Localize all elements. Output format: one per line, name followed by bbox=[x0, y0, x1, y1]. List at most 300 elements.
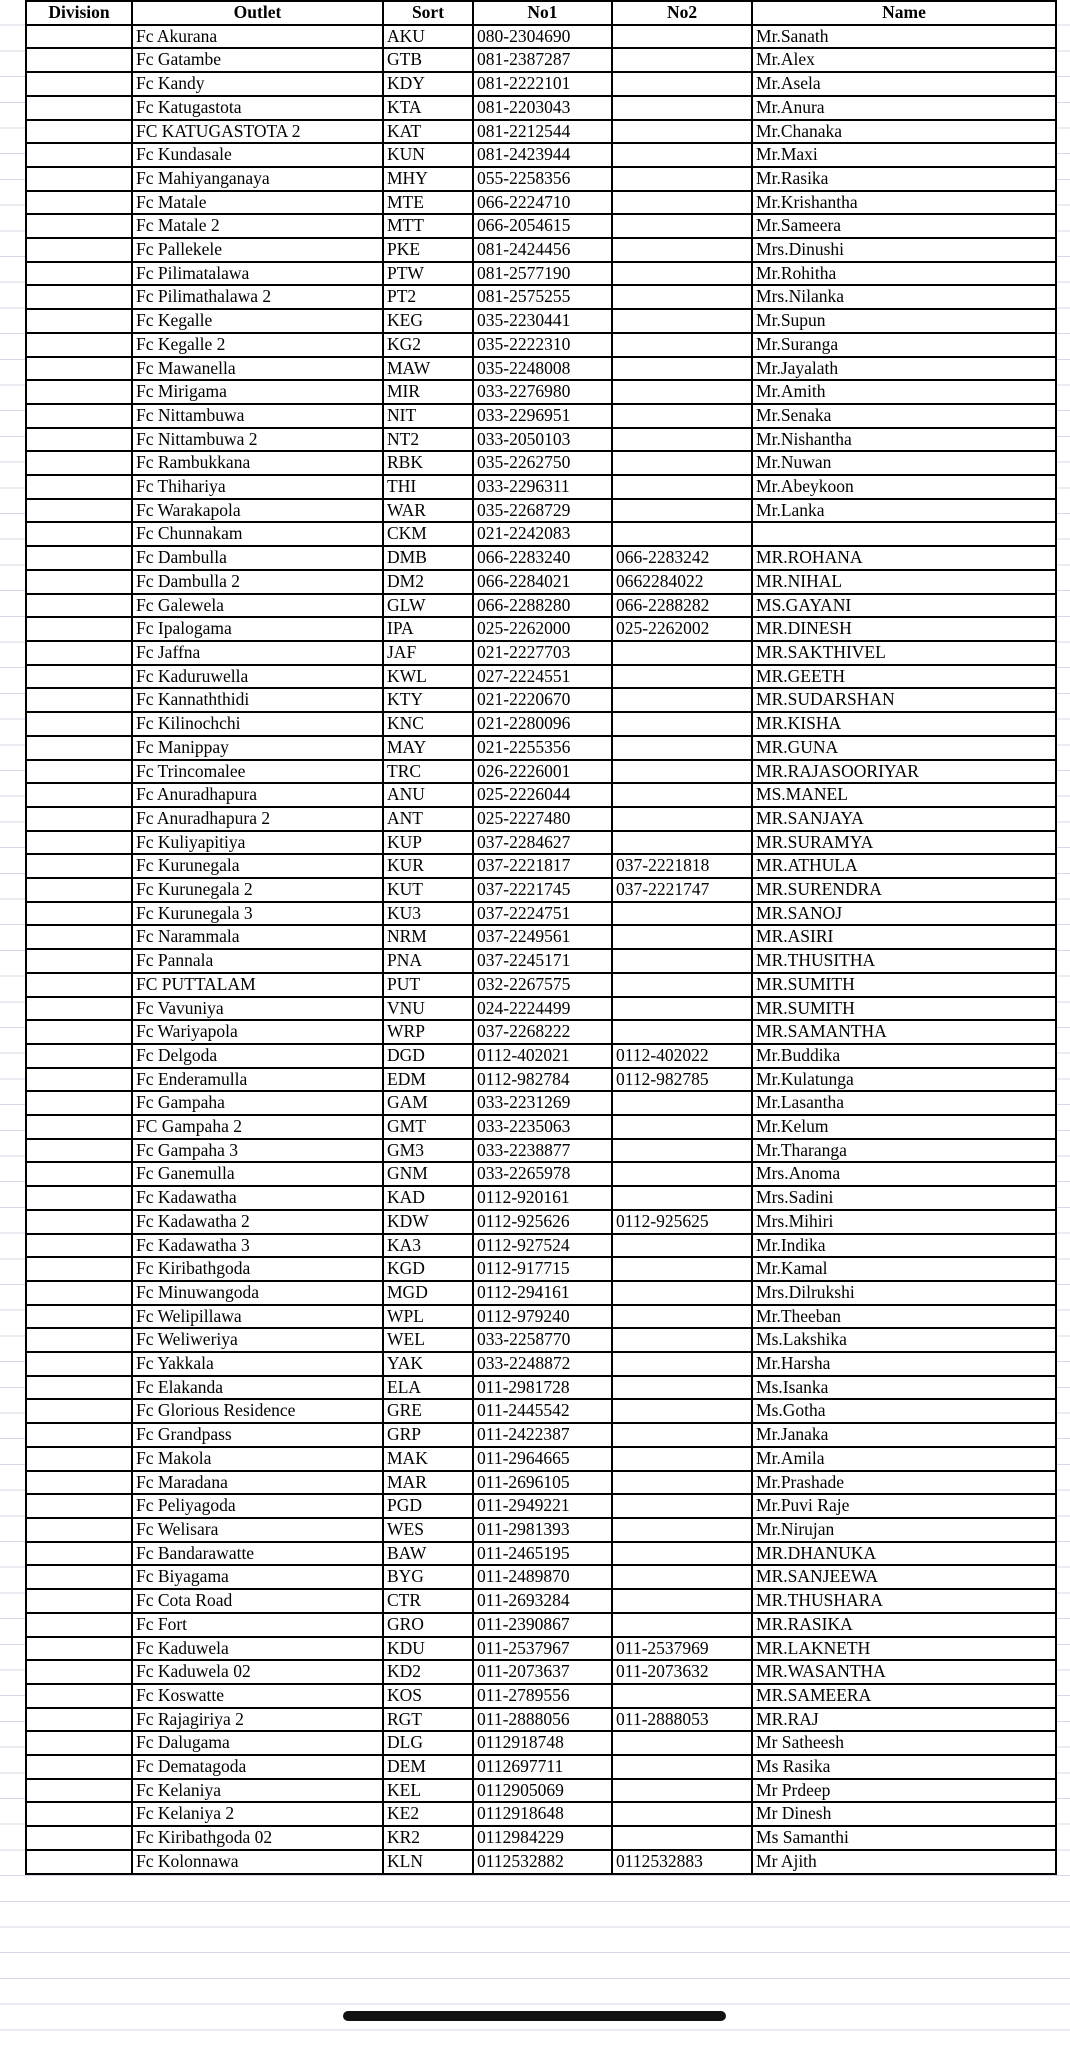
cell-outlet: Fc Makola bbox=[132, 1447, 383, 1471]
cell-division bbox=[26, 262, 132, 286]
cell-sort: KUP bbox=[383, 831, 473, 855]
cell-name: MR.ASIRI bbox=[752, 925, 1056, 949]
cell-division bbox=[26, 1637, 132, 1661]
cell-sort: PUT bbox=[383, 973, 473, 997]
cell-no1: 066-2283240 bbox=[473, 546, 612, 570]
cell-sort: KGD bbox=[383, 1257, 473, 1281]
cell-division bbox=[26, 1162, 132, 1186]
table-row bbox=[26, 1020, 1056, 1044]
table-row bbox=[26, 1471, 1056, 1495]
table-row bbox=[26, 546, 1056, 570]
cell-no2 bbox=[612, 1684, 752, 1708]
cell-no1: 011-2537967 bbox=[473, 1637, 612, 1661]
table-row bbox=[26, 451, 1056, 475]
cell-name: Mr.Abeykoon bbox=[752, 475, 1056, 499]
cell-no2: 066-2288282 bbox=[612, 594, 752, 618]
cell-division bbox=[26, 1305, 132, 1329]
cell-no2 bbox=[612, 120, 752, 144]
cell-outlet: Fc Weliweriya bbox=[132, 1328, 383, 1352]
cell-sort: KG2 bbox=[383, 333, 473, 357]
cell-sort: WAR bbox=[383, 499, 473, 523]
cell-outlet: FC Gampaha 2 bbox=[132, 1115, 383, 1139]
cell-sort: WES bbox=[383, 1518, 473, 1542]
col-header-outlet: Outlet bbox=[132, 1, 383, 25]
cell-division bbox=[26, 1779, 132, 1803]
col-header-no2: No2 bbox=[612, 1, 752, 25]
cell-sort: KDU bbox=[383, 1637, 473, 1661]
table-row bbox=[26, 25, 1056, 49]
cell-outlet: FC PUTTALAM bbox=[132, 973, 383, 997]
cell-no1: 037-2284627 bbox=[473, 831, 612, 855]
cell-name: Mr.Prashade bbox=[752, 1471, 1056, 1495]
cell-no2: 011-2888053 bbox=[612, 1708, 752, 1732]
cell-division bbox=[26, 1850, 132, 1874]
cell-division bbox=[26, 1399, 132, 1423]
cell-no2 bbox=[612, 1257, 752, 1281]
cell-name: Mr.Alex bbox=[752, 48, 1056, 72]
table-row bbox=[26, 1186, 1056, 1210]
cell-name: Mrs.Dilrukshi bbox=[752, 1281, 1056, 1305]
cell-name: Ms Samanthi bbox=[752, 1826, 1056, 1850]
cell-name: Mr.Chanaka bbox=[752, 120, 1056, 144]
cell-no2 bbox=[612, 96, 752, 120]
cell-name: Mr.Kamal bbox=[752, 1257, 1056, 1281]
cell-name: Mr.Nirujan bbox=[752, 1518, 1056, 1542]
cell-no2 bbox=[612, 641, 752, 665]
cell-sort: DEM bbox=[383, 1755, 473, 1779]
table-row bbox=[26, 594, 1056, 618]
cell-sort: KR2 bbox=[383, 1826, 473, 1850]
cell-no2 bbox=[612, 1542, 752, 1566]
cell-sort: KAD bbox=[383, 1186, 473, 1210]
cell-sort: KUN bbox=[383, 143, 473, 167]
cell-no2 bbox=[612, 309, 752, 333]
cell-name: Mrs.Sadini bbox=[752, 1186, 1056, 1210]
cell-no2 bbox=[612, 973, 752, 997]
cell-sort: MTT bbox=[383, 214, 473, 238]
cell-sort: EDM bbox=[383, 1068, 473, 1092]
cell-name: MR.SUMITH bbox=[752, 997, 1056, 1021]
table-row bbox=[26, 949, 1056, 973]
cell-no2 bbox=[612, 1399, 752, 1423]
cell-no1: 0112-927524 bbox=[473, 1234, 612, 1258]
cell-name: Mr.Janaka bbox=[752, 1423, 1056, 1447]
table-row bbox=[26, 475, 1056, 499]
cell-sort: KDW bbox=[383, 1210, 473, 1234]
cell-no1: 0112-979240 bbox=[473, 1305, 612, 1329]
cell-outlet: Fc Vavuniya bbox=[132, 997, 383, 1021]
cell-division bbox=[26, 546, 132, 570]
cell-sort: MAW bbox=[383, 357, 473, 381]
cell-outlet: Fc Delgoda bbox=[132, 1044, 383, 1068]
cell-division bbox=[26, 1660, 132, 1684]
cell-outlet: Fc Rambukkana bbox=[132, 451, 383, 475]
cell-no2 bbox=[612, 1471, 752, 1495]
cell-sort: PGD bbox=[383, 1494, 473, 1518]
cell-sort: DGD bbox=[383, 1044, 473, 1068]
table-row bbox=[26, 1779, 1056, 1803]
cell-no1: 033-2238877 bbox=[473, 1139, 612, 1163]
cell-name: MR.DINESH bbox=[752, 617, 1056, 641]
cell-outlet: Fc Kiribathgoda bbox=[132, 1257, 383, 1281]
cell-division bbox=[26, 665, 132, 689]
cell-sort: PNA bbox=[383, 949, 473, 973]
cell-name: Mrs.Anoma bbox=[752, 1162, 1056, 1186]
cell-name: Mr.Nuwan bbox=[752, 451, 1056, 475]
cell-no1: 037-2249561 bbox=[473, 925, 612, 949]
cell-name: Mr.Sameera bbox=[752, 214, 1056, 238]
outlet-table bbox=[25, 0, 1057, 1875]
cell-name: MS.GAYANI bbox=[752, 594, 1056, 618]
cell-sort: KU3 bbox=[383, 902, 473, 926]
cell-sort: GLW bbox=[383, 594, 473, 618]
table-row bbox=[26, 1850, 1056, 1874]
cell-no1: 033-2235063 bbox=[473, 1115, 612, 1139]
cell-no1: 0112-917715 bbox=[473, 1257, 612, 1281]
cell-division bbox=[26, 1068, 132, 1092]
cell-name: MR.SANJAYA bbox=[752, 807, 1056, 831]
cell-division bbox=[26, 1328, 132, 1352]
cell-division bbox=[26, 214, 132, 238]
cell-no2 bbox=[612, 262, 752, 286]
cell-no2 bbox=[612, 783, 752, 807]
cell-no2 bbox=[612, 1328, 752, 1352]
cell-division bbox=[26, 831, 132, 855]
table-row bbox=[26, 191, 1056, 215]
cell-sort: DMB bbox=[383, 546, 473, 570]
cell-outlet: Fc Narammala bbox=[132, 925, 383, 949]
cell-no1: 011-2073637 bbox=[473, 1660, 612, 1684]
cell-no1: 033-2248872 bbox=[473, 1352, 612, 1376]
cell-no2: 037-2221818 bbox=[612, 854, 752, 878]
cell-name: Mr.Sanath bbox=[752, 25, 1056, 49]
cell-division bbox=[26, 1447, 132, 1471]
cell-no2 bbox=[612, 451, 752, 475]
cell-no2 bbox=[612, 1423, 752, 1447]
table-row bbox=[26, 973, 1056, 997]
cell-sort: MAR bbox=[383, 1471, 473, 1495]
cell-sort: ANT bbox=[383, 807, 473, 831]
cell-name: Mr.Nishantha bbox=[752, 428, 1056, 452]
cell-no2 bbox=[612, 1352, 752, 1376]
cell-name: MR.ROHANA bbox=[752, 546, 1056, 570]
cell-division bbox=[26, 333, 132, 357]
cell-name: MR.SAMANTHA bbox=[752, 1020, 1056, 1044]
cell-no2 bbox=[612, 404, 752, 428]
table-row bbox=[26, 1684, 1056, 1708]
cell-no2 bbox=[612, 25, 752, 49]
table-row bbox=[26, 807, 1056, 831]
cell-outlet: Fc Jaffna bbox=[132, 641, 383, 665]
cell-no1: 011-2465195 bbox=[473, 1542, 612, 1566]
cell-division bbox=[26, 380, 132, 404]
cell-outlet: Fc Kilinochchi bbox=[132, 712, 383, 736]
table-row bbox=[26, 238, 1056, 262]
table-row bbox=[26, 143, 1056, 167]
cell-name: Mr.Indika bbox=[752, 1234, 1056, 1258]
cell-no1: 011-2964665 bbox=[473, 1447, 612, 1471]
table-row bbox=[26, 48, 1056, 72]
cell-no1: 011-2981728 bbox=[473, 1376, 612, 1400]
cell-outlet: Fc Grandpass bbox=[132, 1423, 383, 1447]
cell-sort: RBK bbox=[383, 451, 473, 475]
table-row bbox=[26, 1305, 1056, 1329]
cell-sort: KLN bbox=[383, 1850, 473, 1874]
cell-no1: 037-2221817 bbox=[473, 854, 612, 878]
cell-sort: KAT bbox=[383, 120, 473, 144]
table-row bbox=[26, 878, 1056, 902]
cell-sort: IPA bbox=[383, 617, 473, 641]
cell-division bbox=[26, 72, 132, 96]
table-row bbox=[26, 333, 1056, 357]
cell-no1: 032-2267575 bbox=[473, 973, 612, 997]
cell-no1: 033-2265978 bbox=[473, 1162, 612, 1186]
cell-no2: 0662284022 bbox=[612, 570, 752, 594]
cell-division bbox=[26, 1234, 132, 1258]
table-row bbox=[26, 854, 1056, 878]
cell-outlet: Fc Elakanda bbox=[132, 1376, 383, 1400]
cell-no2 bbox=[612, 522, 752, 546]
cell-division bbox=[26, 499, 132, 523]
cell-name: MR.NIHAL bbox=[752, 570, 1056, 594]
table-row bbox=[26, 688, 1056, 712]
table-row bbox=[26, 1802, 1056, 1826]
cell-outlet: Fc Welisara bbox=[132, 1518, 383, 1542]
cell-division bbox=[26, 925, 132, 949]
cell-division bbox=[26, 1494, 132, 1518]
cell-no2 bbox=[612, 760, 752, 784]
cell-no1: 024-2224499 bbox=[473, 997, 612, 1021]
cell-no1: 021-2280096 bbox=[473, 712, 612, 736]
cell-no1: 0112918648 bbox=[473, 1802, 612, 1826]
table-row bbox=[26, 641, 1056, 665]
cell-division bbox=[26, 475, 132, 499]
cell-no2 bbox=[612, 1565, 752, 1589]
cell-no1: 025-2262000 bbox=[473, 617, 612, 641]
cell-no2 bbox=[612, 238, 752, 262]
cell-outlet: Fc Pilimatalawa bbox=[132, 262, 383, 286]
cell-no2 bbox=[612, 736, 752, 760]
table-row bbox=[26, 1518, 1056, 1542]
cell-no2: 0112-982785 bbox=[612, 1068, 752, 1092]
cell-no2 bbox=[612, 1376, 752, 1400]
cell-division bbox=[26, 997, 132, 1021]
table-row bbox=[26, 783, 1056, 807]
cell-no2 bbox=[612, 1305, 752, 1329]
cell-name: Mr.Amila bbox=[752, 1447, 1056, 1471]
cell-outlet: Fc Rajagiriya 2 bbox=[132, 1708, 383, 1732]
table-row bbox=[26, 736, 1056, 760]
cell-division bbox=[26, 1684, 132, 1708]
cell-outlet: Fc Kolonnawa bbox=[132, 1850, 383, 1874]
cell-division bbox=[26, 1257, 132, 1281]
cell-sort: MAK bbox=[383, 1447, 473, 1471]
cell-name: Mr.Supun bbox=[752, 309, 1056, 333]
cell-name: Mr.Lanka bbox=[752, 499, 1056, 523]
cell-sort: THI bbox=[383, 475, 473, 499]
cell-division bbox=[26, 1281, 132, 1305]
cell-sort: WPL bbox=[383, 1305, 473, 1329]
cell-outlet: Fc Anuradhapura bbox=[132, 783, 383, 807]
cell-outlet: Fc Nittambuwa bbox=[132, 404, 383, 428]
cell-no2 bbox=[612, 475, 752, 499]
cell-division bbox=[26, 96, 132, 120]
cell-no2: 0112-402022 bbox=[612, 1044, 752, 1068]
cell-outlet: Fc Kandy bbox=[132, 72, 383, 96]
cell-no2: 011-2537969 bbox=[612, 1637, 752, 1661]
cell-outlet: Fc Koswatte bbox=[132, 1684, 383, 1708]
cell-outlet: Fc Gampaha 3 bbox=[132, 1139, 383, 1163]
table-body bbox=[26, 25, 1056, 1874]
cell-sort: GNM bbox=[383, 1162, 473, 1186]
cell-division bbox=[26, 902, 132, 926]
cell-name: MR.SURAMYA bbox=[752, 831, 1056, 855]
table-row bbox=[26, 902, 1056, 926]
cell-no1: 081-2577190 bbox=[473, 262, 612, 286]
cell-division bbox=[26, 688, 132, 712]
cell-sort: YAK bbox=[383, 1352, 473, 1376]
cell-division bbox=[26, 807, 132, 831]
cell-outlet: Fc Mawanella bbox=[132, 357, 383, 381]
cell-no1: 066-2284021 bbox=[473, 570, 612, 594]
cell-no1: 035-2248008 bbox=[473, 357, 612, 381]
cell-no2 bbox=[612, 1020, 752, 1044]
cell-no1: 033-2296951 bbox=[473, 404, 612, 428]
cell-no2 bbox=[612, 48, 752, 72]
cell-name: Mr.Puvi Raje bbox=[752, 1494, 1056, 1518]
cell-outlet: Fc Anuradhapura 2 bbox=[132, 807, 383, 831]
cell-no1: 037-2268222 bbox=[473, 1020, 612, 1044]
cell-name: Mr.Suranga bbox=[752, 333, 1056, 357]
table-row bbox=[26, 262, 1056, 286]
table-row bbox=[26, 1234, 1056, 1258]
cell-no2 bbox=[612, 143, 752, 167]
cell-name: MR.LAKNETH bbox=[752, 1637, 1056, 1661]
cell-no1: 025-2226044 bbox=[473, 783, 612, 807]
cell-sort: JAF bbox=[383, 641, 473, 665]
cell-division bbox=[26, 783, 132, 807]
cell-name: Mr.Krishantha bbox=[752, 191, 1056, 215]
cell-name: MR.SAKTHIVEL bbox=[752, 641, 1056, 665]
cell-name: MR.SUMITH bbox=[752, 973, 1056, 997]
cell-outlet: Fc Kundasale bbox=[132, 143, 383, 167]
cell-outlet: Fc Matale bbox=[132, 191, 383, 215]
cell-name: Mr Prdeep bbox=[752, 1779, 1056, 1803]
cell-no2 bbox=[612, 1447, 752, 1471]
cell-no2: 066-2283242 bbox=[612, 546, 752, 570]
cell-sort: BYG bbox=[383, 1565, 473, 1589]
cell-name: Mr Satheesh bbox=[752, 1731, 1056, 1755]
cell-name: Mr.Theeban bbox=[752, 1305, 1056, 1329]
cell-name: Mrs.Nilanka bbox=[752, 285, 1056, 309]
cell-name: MR.ATHULA bbox=[752, 854, 1056, 878]
cell-sort: AKU bbox=[383, 25, 473, 49]
cell-sort: MIR bbox=[383, 380, 473, 404]
table-row bbox=[26, 1423, 1056, 1447]
cell-no1: 021-2220670 bbox=[473, 688, 612, 712]
cell-outlet: Fc Peliyagoda bbox=[132, 1494, 383, 1518]
cell-outlet: Fc Kadawatha 2 bbox=[132, 1210, 383, 1234]
cell-outlet: Fc Kadawatha 3 bbox=[132, 1234, 383, 1258]
table-row bbox=[26, 831, 1056, 855]
cell-sort: CTR bbox=[383, 1589, 473, 1613]
cell-outlet: Fc Minuwangoda bbox=[132, 1281, 383, 1305]
cell-name: Mr.Rohitha bbox=[752, 262, 1056, 286]
cell-name: Mr.Lasantha bbox=[752, 1091, 1056, 1115]
cell-no2 bbox=[612, 1613, 752, 1637]
table-row bbox=[26, 1328, 1056, 1352]
cell-outlet: Fc Kegalle 2 bbox=[132, 333, 383, 357]
cell-division bbox=[26, 167, 132, 191]
table-row bbox=[26, 570, 1056, 594]
cell-outlet: Fc Gampaha bbox=[132, 1091, 383, 1115]
cell-division bbox=[26, 1613, 132, 1637]
table-row bbox=[26, 1115, 1056, 1139]
cell-outlet: Fc Kaduruwella bbox=[132, 665, 383, 689]
cell-sort: KOS bbox=[383, 1684, 473, 1708]
cell-division bbox=[26, 1565, 132, 1589]
cell-division bbox=[26, 191, 132, 215]
table-row bbox=[26, 712, 1056, 736]
cell-no1: 033-2050103 bbox=[473, 428, 612, 452]
cell-no2 bbox=[612, 712, 752, 736]
table-row bbox=[26, 1091, 1056, 1115]
cell-division bbox=[26, 1210, 132, 1234]
cell-name: MR.RASIKA bbox=[752, 1613, 1056, 1637]
cell-sort: NT2 bbox=[383, 428, 473, 452]
cell-no1: 066-2224710 bbox=[473, 191, 612, 215]
cell-name: Mr.Rasika bbox=[752, 167, 1056, 191]
cell-outlet: Fc Galewela bbox=[132, 594, 383, 618]
cell-no2 bbox=[612, 807, 752, 831]
cell-name: Mr Dinesh bbox=[752, 1802, 1056, 1826]
cell-no2: 025-2262002 bbox=[612, 617, 752, 641]
cell-sort: MHY bbox=[383, 167, 473, 191]
cell-no1: 037-2221745 bbox=[473, 878, 612, 902]
table-row bbox=[26, 1708, 1056, 1732]
cell-no2 bbox=[612, 1518, 752, 1542]
home-indicator[interactable] bbox=[343, 2011, 726, 2021]
cell-division bbox=[26, 1589, 132, 1613]
cell-sort: VNU bbox=[383, 997, 473, 1021]
cell-name: Ms.Lakshika bbox=[752, 1328, 1056, 1352]
cell-sort: NRM bbox=[383, 925, 473, 949]
cell-name: Ms.Isanka bbox=[752, 1376, 1056, 1400]
cell-outlet: Fc Cota Road bbox=[132, 1589, 383, 1613]
cell-outlet: Fc Kadawatha bbox=[132, 1186, 383, 1210]
cell-sort: GAM bbox=[383, 1091, 473, 1115]
cell-sort: GM3 bbox=[383, 1139, 473, 1163]
table-row bbox=[26, 380, 1056, 404]
cell-no2: 037-2221747 bbox=[612, 878, 752, 902]
cell-sort: KE2 bbox=[383, 1802, 473, 1826]
cell-no2 bbox=[612, 1162, 752, 1186]
cell-name: Mr.Buddika bbox=[752, 1044, 1056, 1068]
cell-no2 bbox=[612, 1779, 752, 1803]
cell-name: Ms Rasika bbox=[752, 1755, 1056, 1779]
cell-outlet: Fc Warakapola bbox=[132, 499, 383, 523]
cell-no2: 0112-925625 bbox=[612, 1210, 752, 1234]
cell-no1: 011-2422387 bbox=[473, 1423, 612, 1447]
cell-no1: 0112-402021 bbox=[473, 1044, 612, 1068]
cell-no2 bbox=[612, 380, 752, 404]
cell-outlet: Fc Kurunegala bbox=[132, 854, 383, 878]
cell-outlet: Fc Kuliyapitiya bbox=[132, 831, 383, 855]
cell-sort: BAW bbox=[383, 1542, 473, 1566]
table-row bbox=[26, 1257, 1056, 1281]
cell-name: Mrs.Mihiri bbox=[752, 1210, 1056, 1234]
cell-no2 bbox=[612, 1755, 752, 1779]
